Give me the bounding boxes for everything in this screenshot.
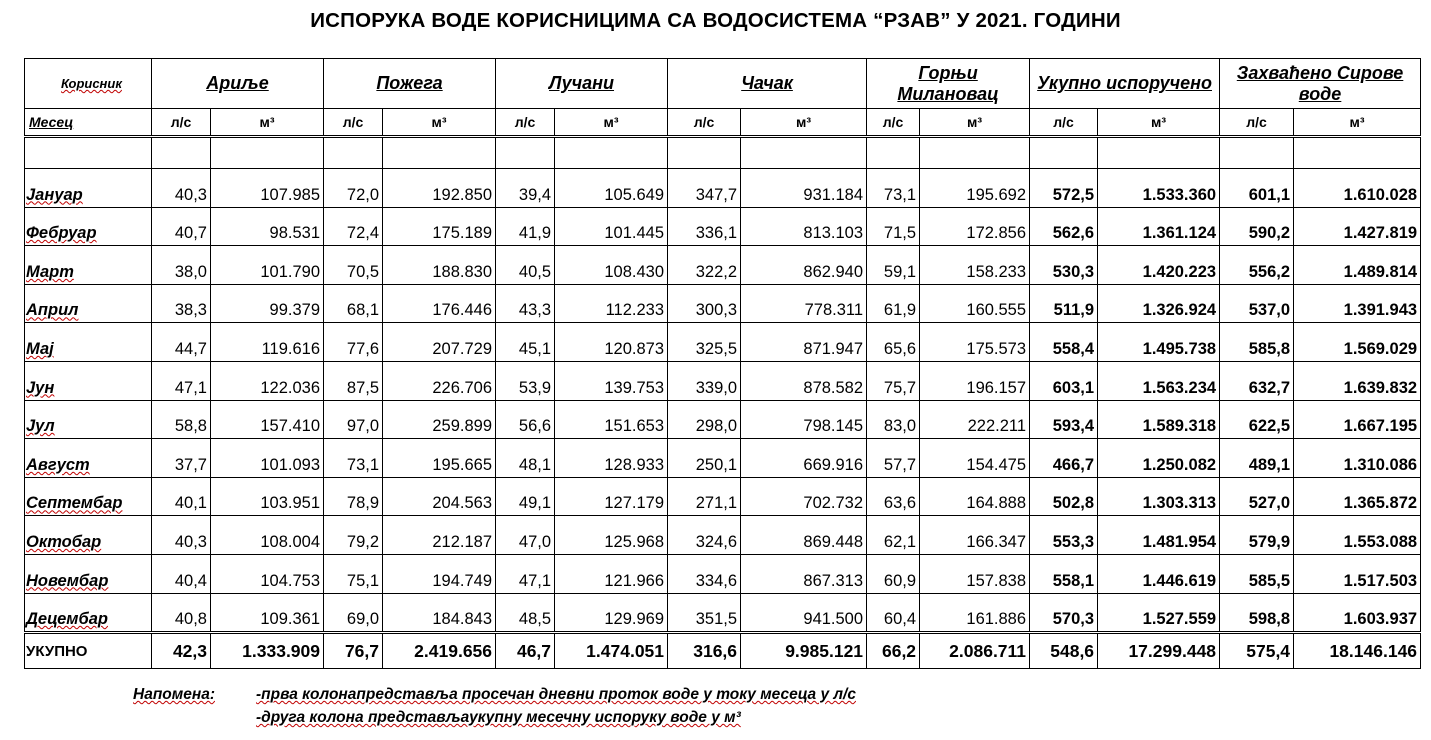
month-label: Април xyxy=(25,284,152,323)
unit-ls: л/с xyxy=(324,109,383,137)
table-cell: 119.616 xyxy=(211,323,324,362)
total-cell: 66,2 xyxy=(867,633,920,669)
table-cell: 226.706 xyxy=(383,361,496,400)
unit-ls: л/с xyxy=(1220,109,1294,137)
table-row xyxy=(25,284,1421,323)
table-cell: 590,2 xyxy=(1220,207,1294,246)
total-cell: 76,7 xyxy=(324,633,383,669)
table-cell: 40,4 xyxy=(152,554,211,593)
table-cell: 40,3 xyxy=(152,169,211,208)
table-cell: 122.036 xyxy=(211,361,324,400)
table-cell: 151.653 xyxy=(555,400,668,439)
table-cell: 527,0 xyxy=(1220,477,1294,516)
table-cell: 176.446 xyxy=(383,284,496,323)
table-cell: 867.313 xyxy=(741,554,867,593)
table-cell: 97,0 xyxy=(324,400,383,439)
table-cell: 101.445 xyxy=(555,207,668,246)
table-row xyxy=(25,400,1421,439)
table-cell: 558,4 xyxy=(1030,323,1098,362)
table-cell: 48,1 xyxy=(496,439,555,478)
table-cell: 107.985 xyxy=(211,169,324,208)
table-cell: 121.966 xyxy=(555,554,668,593)
table-cell: 250,1 xyxy=(668,439,741,478)
table-cell: 129.969 xyxy=(555,593,668,633)
table-cell: 40,7 xyxy=(152,207,211,246)
unit-m3: м³ xyxy=(920,109,1030,137)
table-cell: 556,2 xyxy=(1220,246,1294,285)
table-cell: 1.517.503 xyxy=(1294,554,1421,593)
table-cell: 579,9 xyxy=(1220,516,1294,555)
table-cell: 300,3 xyxy=(668,284,741,323)
table-cell: 1.365.872 xyxy=(1294,477,1421,516)
total-cell: 1.474.051 xyxy=(555,633,668,669)
month-label: Септембар xyxy=(25,477,152,516)
table-cell: 1.533.360 xyxy=(1098,169,1220,208)
table-cell: 108.430 xyxy=(555,246,668,285)
table-row xyxy=(25,246,1421,285)
table-cell: 212.187 xyxy=(383,516,496,555)
table-cell: 60,4 xyxy=(867,593,920,633)
table-cell: 813.103 xyxy=(741,207,867,246)
table-cell: 702.732 xyxy=(741,477,867,516)
unit-m3: м³ xyxy=(1098,109,1220,137)
table-cell: 871.947 xyxy=(741,323,867,362)
table-cell: 1.553.088 xyxy=(1294,516,1421,555)
table-cell: 1.310.086 xyxy=(1294,439,1421,478)
corner-month-label: Месец xyxy=(25,109,152,137)
table-cell: 351,5 xyxy=(668,593,741,633)
table-cell: 585,8 xyxy=(1220,323,1294,362)
table-cell: 164.888 xyxy=(920,477,1030,516)
table-cell: 632,7 xyxy=(1220,361,1294,400)
table-cell: 71,5 xyxy=(867,207,920,246)
table-cell: 77,6 xyxy=(324,323,383,362)
table-cell: 125.968 xyxy=(555,516,668,555)
table-cell: 61,9 xyxy=(867,284,920,323)
month-label: Јул xyxy=(25,400,152,439)
table-cell: 37,7 xyxy=(152,439,211,478)
table-cell: 45,1 xyxy=(496,323,555,362)
table-cell: 1.446.619 xyxy=(1098,554,1220,593)
table-row xyxy=(25,439,1421,478)
table-cell: 112.233 xyxy=(555,284,668,323)
table-cell: 157.410 xyxy=(211,400,324,439)
table-cell: 778.311 xyxy=(741,284,867,323)
table-cell: 104.753 xyxy=(211,554,324,593)
table-row xyxy=(25,477,1421,516)
total-cell: 575,4 xyxy=(1220,633,1294,669)
table-cell: 530,3 xyxy=(1030,246,1098,285)
unit-m3: м³ xyxy=(383,109,496,137)
total-label: УКУПНО xyxy=(25,633,152,669)
table-cell: 869.448 xyxy=(741,516,867,555)
table-row xyxy=(25,361,1421,400)
table-cell: 98.531 xyxy=(211,207,324,246)
corner-user-label: Корисник xyxy=(25,59,152,109)
table-cell: 59,1 xyxy=(867,246,920,285)
table-cell: 172.856 xyxy=(920,207,1030,246)
header-row-units xyxy=(25,109,1421,137)
table-cell: 103.951 xyxy=(211,477,324,516)
table-cell: 941.500 xyxy=(741,593,867,633)
table-cell: 63,6 xyxy=(867,477,920,516)
table-cell: 562,6 xyxy=(1030,207,1098,246)
table-cell: 204.563 xyxy=(383,477,496,516)
table-cell: 56,6 xyxy=(496,400,555,439)
table-cell: 105.649 xyxy=(555,169,668,208)
note-text-1: -прва колонапредставља просечан дневни проток воде у току месеца у л/с xyxy=(256,686,856,703)
table-cell: 1.495.738 xyxy=(1098,323,1220,362)
table-cell: 48,5 xyxy=(496,593,555,633)
month-label: Јун xyxy=(25,361,152,400)
table-cell: 62,1 xyxy=(867,516,920,555)
group-total-delivered: Укупно испоручено xyxy=(1030,59,1220,109)
table-row xyxy=(25,323,1421,362)
table-cell: 322,2 xyxy=(668,246,741,285)
table-cell: 47,1 xyxy=(152,361,211,400)
table-cell: 101.790 xyxy=(211,246,324,285)
table-cell: 73,1 xyxy=(867,169,920,208)
table-cell: 47,0 xyxy=(496,516,555,555)
table-cell: 1.250.082 xyxy=(1098,439,1220,478)
table-row xyxy=(25,593,1421,633)
total-cell: 548,6 xyxy=(1030,633,1098,669)
note-label: Напомена: xyxy=(133,686,215,703)
table-cell: 175.573 xyxy=(920,323,1030,362)
table-cell: 75,1 xyxy=(324,554,383,593)
total-cell: 9.985.121 xyxy=(741,633,867,669)
table-cell: 598,8 xyxy=(1220,593,1294,633)
table-cell: 39,4 xyxy=(496,169,555,208)
table-cell: 41,9 xyxy=(496,207,555,246)
table-cell: 154.475 xyxy=(920,439,1030,478)
table-cell: 1.563.234 xyxy=(1098,361,1220,400)
table-cell: 127.179 xyxy=(555,477,668,516)
table-cell: 53,9 xyxy=(496,361,555,400)
table-cell: 65,6 xyxy=(867,323,920,362)
month-label: Новембар xyxy=(25,554,152,593)
table-cell: 798.145 xyxy=(741,400,867,439)
table-row xyxy=(25,554,1421,593)
spacer-row xyxy=(25,137,1421,169)
month-label: Децембар xyxy=(25,593,152,633)
table-cell: 44,7 xyxy=(152,323,211,362)
table-cell: 862.940 xyxy=(741,246,867,285)
table-cell: 207.729 xyxy=(383,323,496,362)
table-cell: 157.838 xyxy=(920,554,1030,593)
table-cell: 466,7 xyxy=(1030,439,1098,478)
table-cell: 298,0 xyxy=(668,400,741,439)
table-cell: 72,0 xyxy=(324,169,383,208)
table-cell: 158.233 xyxy=(920,246,1030,285)
table-cell: 120.873 xyxy=(555,323,668,362)
table-cell: 75,7 xyxy=(867,361,920,400)
table-cell: 49,1 xyxy=(496,477,555,516)
table-cell: 1.610.028 xyxy=(1294,169,1421,208)
total-cell: 2.086.711 xyxy=(920,633,1030,669)
table-cell: 1.427.819 xyxy=(1294,207,1421,246)
table-cell: 128.933 xyxy=(555,439,668,478)
group-arilje: Ариље xyxy=(152,59,324,109)
table-cell: 195.692 xyxy=(920,169,1030,208)
table-cell: 108.004 xyxy=(211,516,324,555)
table-cell: 40,3 xyxy=(152,516,211,555)
month-label: Јануар xyxy=(25,169,152,208)
table-cell: 593,4 xyxy=(1030,400,1098,439)
table-cell: 188.830 xyxy=(383,246,496,285)
table-cell: 195.665 xyxy=(383,439,496,478)
table-cell: 537,0 xyxy=(1220,284,1294,323)
table-cell: 271,1 xyxy=(668,477,741,516)
total-cell: 2.419.656 xyxy=(383,633,496,669)
table-cell: 184.843 xyxy=(383,593,496,633)
table-row xyxy=(25,169,1421,208)
table-cell: 1.569.029 xyxy=(1294,323,1421,362)
unit-m3: м³ xyxy=(555,109,668,137)
table-cell: 160.555 xyxy=(920,284,1030,323)
table-cell: 58,8 xyxy=(152,400,211,439)
unit-m3: м³ xyxy=(211,109,324,137)
table-cell: 166.347 xyxy=(920,516,1030,555)
note-text-2: -друга колона представљаукупну месечну испоруку воде у м³ xyxy=(256,709,741,726)
table-cell: 572,5 xyxy=(1030,169,1098,208)
table-cell: 878.582 xyxy=(741,361,867,400)
table-cell: 1.527.559 xyxy=(1098,593,1220,633)
table-cell: 73,1 xyxy=(324,439,383,478)
table-cell: 70,5 xyxy=(324,246,383,285)
table-cell: 553,3 xyxy=(1030,516,1098,555)
table-cell: 1.303.313 xyxy=(1098,477,1220,516)
table-cell: 669.916 xyxy=(741,439,867,478)
unit-ls: л/с xyxy=(496,109,555,137)
table-cell: 40,5 xyxy=(496,246,555,285)
table-cell: 1.481.954 xyxy=(1098,516,1220,555)
table-cell: 192.850 xyxy=(383,169,496,208)
group-gornji-milanovac: Горњи Милановац xyxy=(867,59,1030,109)
total-cell: 18.146.146 xyxy=(1294,633,1421,669)
table-cell: 324,6 xyxy=(668,516,741,555)
table-cell: 558,1 xyxy=(1030,554,1098,593)
total-cell: 46,7 xyxy=(496,633,555,669)
unit-ls: л/с xyxy=(1030,109,1098,137)
table-cell: 222.211 xyxy=(920,400,1030,439)
table-cell: 1.589.318 xyxy=(1098,400,1220,439)
table-cell: 1.639.832 xyxy=(1294,361,1421,400)
month-label: Мај xyxy=(25,323,152,362)
table-cell: 1.420.223 xyxy=(1098,246,1220,285)
table-cell: 109.361 xyxy=(211,593,324,633)
table-cell: 60,9 xyxy=(867,554,920,593)
table-cell: 1.361.124 xyxy=(1098,207,1220,246)
table-cell: 83,0 xyxy=(867,400,920,439)
table-cell: 196.157 xyxy=(920,361,1030,400)
table-cell: 347,7 xyxy=(668,169,741,208)
table-cell: 511,9 xyxy=(1030,284,1098,323)
table-cell: 339,0 xyxy=(668,361,741,400)
table-cell: 161.886 xyxy=(920,593,1030,633)
table-cell: 336,1 xyxy=(668,207,741,246)
page-title: ИСПОРУКА ВОДЕ КОРИСНИЦИМА СА ВОДОСИСТЕМА “РЗАВ” У 2021. ГОДИНИ xyxy=(310,9,1121,32)
water-delivery-table xyxy=(24,58,1421,669)
total-cell: 1.333.909 xyxy=(211,633,324,669)
total-cell: 316,6 xyxy=(668,633,741,669)
table-row xyxy=(25,516,1421,555)
total-cell: 17.299.448 xyxy=(1098,633,1220,669)
table-cell: 139.753 xyxy=(555,361,668,400)
table-cell: 502,8 xyxy=(1030,477,1098,516)
table-cell: 622,5 xyxy=(1220,400,1294,439)
note-line-1 xyxy=(133,686,856,704)
group-raw-water: Захваћено Сирове воде xyxy=(1220,59,1421,109)
table-cell: 78,9 xyxy=(324,477,383,516)
table-cell: 57,7 xyxy=(867,439,920,478)
month-label: Март xyxy=(25,246,152,285)
table-cell: 43,3 xyxy=(496,284,555,323)
month-label: Октобар xyxy=(25,516,152,555)
total-row xyxy=(25,633,1421,669)
unit-ls: л/с xyxy=(867,109,920,137)
table-cell: 99.379 xyxy=(211,284,324,323)
table-cell: 931.184 xyxy=(741,169,867,208)
table-cell: 259.899 xyxy=(383,400,496,439)
month-label: Фебруар xyxy=(25,207,152,246)
month-label: Август xyxy=(25,439,152,478)
table-cell: 1.391.943 xyxy=(1294,284,1421,323)
total-cell: 42,3 xyxy=(152,633,211,669)
table-cell: 334,6 xyxy=(668,554,741,593)
table-cell: 1.489.814 xyxy=(1294,246,1421,285)
group-cacak: Чачак xyxy=(668,59,867,109)
table-cell: 601,1 xyxy=(1220,169,1294,208)
group-lucani: Лучани xyxy=(496,59,668,109)
table-cell: 175.189 xyxy=(383,207,496,246)
table-cell: 68,1 xyxy=(324,284,383,323)
table-cell: 585,5 xyxy=(1220,554,1294,593)
unit-m3: м³ xyxy=(1294,109,1421,137)
table-cell: 40,8 xyxy=(152,593,211,633)
table-cell: 603,1 xyxy=(1030,361,1098,400)
table-cell: 79,2 xyxy=(324,516,383,555)
table-cell: 72,4 xyxy=(324,207,383,246)
note-line-2 xyxy=(133,709,741,727)
group-pozega: Пожега xyxy=(324,59,496,109)
table-cell: 101.093 xyxy=(211,439,324,478)
unit-ls: л/с xyxy=(152,109,211,137)
table-cell: 47,1 xyxy=(496,554,555,593)
table-cell: 87,5 xyxy=(324,361,383,400)
header-row-users xyxy=(25,59,1421,109)
unit-ls: л/с xyxy=(668,109,741,137)
table-cell: 69,0 xyxy=(324,593,383,633)
table-cell: 194.749 xyxy=(383,554,496,593)
table-cell: 38,0 xyxy=(152,246,211,285)
table-row xyxy=(25,207,1421,246)
unit-m3: м³ xyxy=(741,109,867,137)
table-cell: 38,3 xyxy=(152,284,211,323)
table-cell: 1.326.924 xyxy=(1098,284,1220,323)
table-cell: 40,1 xyxy=(152,477,211,516)
table-cell: 1.667.195 xyxy=(1294,400,1421,439)
table-cell: 1.603.937 xyxy=(1294,593,1421,633)
table-cell: 570,3 xyxy=(1030,593,1098,633)
table-cell: 325,5 xyxy=(668,323,741,362)
table-cell: 489,1 xyxy=(1220,439,1294,478)
